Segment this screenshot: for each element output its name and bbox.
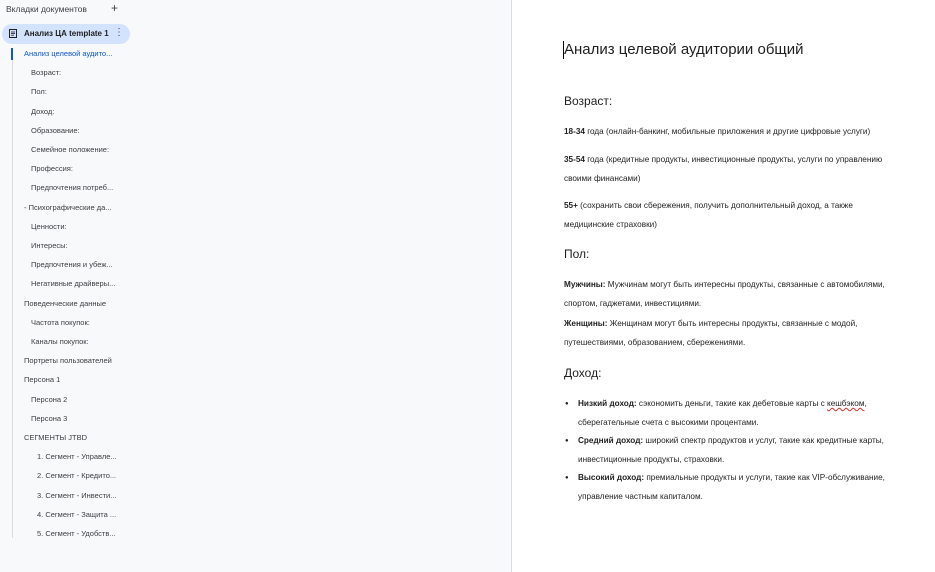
outline-item[interactable]: 5. Сегмент - Удобств...	[37, 529, 116, 538]
outline-item[interactable]: - Психографические да...	[24, 202, 112, 212]
outline-item[interactable]: Персона 2	[31, 394, 68, 404]
outline-item[interactable]: Анализ целевой аудито...	[24, 49, 113, 58]
gender-men: Мужчины: Мужчинам могут быть интересны продукты, связанные с автомобилями, спортом, гаджетами, инвестициями.	[564, 280, 885, 308]
outline-item[interactable]: Пол:	[31, 87, 47, 97]
outline-item[interactable]: Персона 1	[24, 375, 61, 385]
outline-item[interactable]: Каналы покупок:	[31, 337, 89, 346]
outline-item[interactable]: Поведенческие данные	[24, 298, 107, 308]
outline-item[interactable]: Доход:	[31, 106, 55, 116]
page-gutter	[133, 0, 511, 572]
outline-item[interactable]: Негативные драйверы...	[31, 279, 116, 289]
outline-item[interactable]: Частота покупок:	[31, 317, 90, 327]
tab-document-1[interactable]	[2, 24, 130, 44]
outline-guide-line	[12, 48, 13, 538]
outline-item[interactable]: Портреты пользователей	[24, 356, 112, 366]
income-bullet-low: ● Низкий доход: сэкономить деньги, такие как дебетовые карты с кешбэком, сберегательные счета с высокими процентами.	[578, 395, 888, 432]
outline-item[interactable]: Персона 3	[31, 413, 68, 423]
heading-age: Возраст:	[564, 94, 613, 108]
gender-women: Женщины: Женщинам могут быть интересны продукты, связанные с модой, путешествиями, образованием, сбережениями.	[564, 319, 858, 347]
age-paragraph-1: 18-34 года (онлайн-банкинг, мобильные приложения и другие цифровые услуги)	[564, 127, 871, 136]
outline-item[interactable]: Возраст:	[31, 68, 62, 78]
more-vert-icon[interactable]: ⋮	[114, 27, 124, 38]
plus-icon[interactable]: +	[111, 1, 119, 15]
outline-item[interactable]: СЕГМЕНТЫ JTBD	[24, 433, 88, 442]
outline-item[interactable]: Образование:	[31, 125, 80, 135]
outline-item[interactable]: Профессия:	[31, 164, 73, 174]
heading-gender: Пол:	[564, 247, 590, 261]
income-bullet-high: ● Высокий доход: премиальные продукты и услуги, такие как VIP-обслуживание, управление частным капиталом.	[578, 469, 888, 506]
sidebar-title: Вкладки документов	[6, 4, 87, 14]
outline-active-indicator	[11, 48, 13, 60]
document-title: Анализ целевой аудитории общий	[564, 41, 804, 58]
outline-item[interactable]: Предпочтения и убеж...	[31, 260, 113, 270]
document-icon	[9, 29, 17, 38]
age-paragraph-3: 55+ (сохранить свои сбережения, получить дополнительный доход, а также медицинские страховки)	[564, 201, 853, 229]
outline-item[interactable]: Ценности:	[31, 221, 67, 231]
outline-item[interactable]: 1. Сегмент - Управле...	[37, 452, 117, 462]
outline-item[interactable]: 2. Сегмент - Кредито...	[37, 471, 117, 481]
spelling-error[interactable]: кешбэком	[827, 399, 865, 408]
income-bullet-mid: ● Средний доход: широкий спектр продуктов и услуг, такие как кредитные карты, инвестиционные продукты, страховки.	[578, 432, 888, 469]
document-tabs-sidebar	[0, 0, 133, 572]
outline-item[interactable]: 3. Сегмент - Инвести...	[37, 490, 117, 500]
outline-item[interactable]: Интересы:	[31, 241, 68, 250]
age-paragraph-2: 35-54 года (кредитные продукты, инвестиционные продукты, услуги по управлению своими финансами)	[564, 155, 883, 183]
heading-income: Доход:	[564, 366, 602, 380]
tab-label: Анализ ЦА template 1	[24, 29, 109, 38]
outline-item[interactable]: Предпочтения потреб...	[31, 183, 114, 193]
outline-item[interactable]: 4. Сегмент - Защита ...	[37, 509, 117, 519]
outline-item[interactable]: Семейное положение:	[31, 145, 110, 154]
document-page[interactable]	[511, 0, 935, 572]
